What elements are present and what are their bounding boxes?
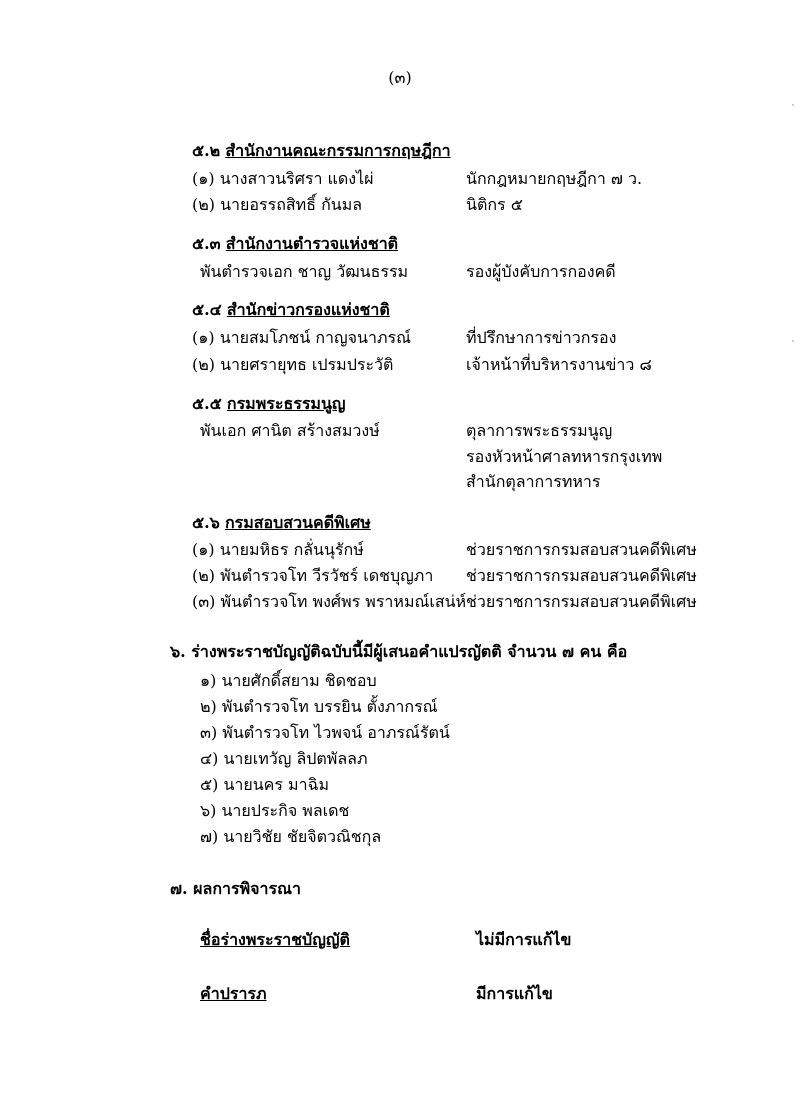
section-5-2-heading — [192, 140, 451, 162]
list-item: ๕) นายนคร มาฉิม — [200, 775, 330, 794]
person-name: (๑) นายมหิธร กลั่นนุรักษ์ — [192, 540, 364, 559]
section-7-heading: ๗. ผลการพิจารณา — [170, 879, 301, 898]
person-position: ที่ปรึกษาการข่าวกรอง — [466, 328, 617, 347]
result-value: มีการแก้ไข — [476, 984, 553, 1003]
person-position: ช่วยราชการกรมสอบสวนคดีพิเศษ — [466, 566, 697, 585]
section-number: ๕.๒ — [192, 141, 221, 160]
person-position: นิติกร ๕ — [466, 195, 523, 214]
person-name: พันตำรวจเอก ชาญ วัฒนธรรม — [200, 262, 409, 281]
list-item: ๒) พันตำรวจโท บรรยิน ตั้งภากรณ์ — [200, 697, 438, 716]
person-name: (๒) พันตำรวจโท วีรวัชร์ เดชบุญภา — [192, 566, 434, 585]
result-label: ชื่อร่างพระราชบัญญัติ — [200, 930, 350, 949]
section-title: สำนักงานตำรวจแห่งชาติ — [225, 234, 399, 253]
list-item: ๔) นายเทวัญ ลิปตพัลลภ — [200, 749, 368, 768]
person-name: (๒) นายศรายุทธ เปรมประวัติ — [192, 355, 394, 374]
person-position: รองผู้บังคับการกองคดี — [466, 262, 616, 281]
scan-speck — [792, 104, 794, 106]
person-position: ช่วยราชการกรมสอบสวนคดีพิเศษ — [466, 540, 697, 559]
section-title: กรมสอบสวนคดีพิเศษ — [224, 513, 371, 532]
list-item: ๑) นายศักดิ์สยาม ชิดชอบ — [200, 671, 377, 690]
section-title: สำนักงานคณะกรรมการกฤษฎีกา — [225, 141, 451, 160]
section-title: กรมพระธรรมนูญ — [226, 394, 346, 413]
list-item: ๖) นายประกิจ พลเดช — [200, 801, 350, 820]
person-position: ช่วยราชการกรมสอบสวนคดีพิเศษ — [466, 592, 697, 611]
section-number: ๕.๕ — [192, 394, 222, 413]
result-label: คำปรารภ — [200, 984, 267, 1003]
person-position: ตุลาการพระธรรมนูญ — [466, 421, 613, 440]
result-value: ไม่มีการแก้ไข — [476, 930, 572, 949]
section-5-6-heading — [192, 512, 371, 534]
person-name: (๒) นายอรรถสิทธิ์ กันมล — [192, 195, 363, 214]
section-5-4-heading — [192, 299, 390, 321]
page-number: (๓) — [388, 68, 412, 87]
section-5-3-heading — [192, 233, 398, 255]
person-name: (๓) พันตำรวจโท พงศ์พร พราหมณ์เสน่ห์ — [192, 592, 467, 611]
person-position: นักกฎหมายกฤษฎีกา ๗ ว. — [466, 169, 643, 188]
person-name: (๑) นางสาวนริศรา แดงไผ่ — [192, 169, 374, 188]
section-5-5-heading — [192, 393, 346, 415]
person-position: เจ้าหน้าที่บริหารงานข่าว ๘ — [466, 355, 652, 374]
section-number: ๕.๖ — [192, 513, 220, 532]
person-position: รองหัวหน้าศาลทหารกรุงเทพ — [466, 447, 663, 466]
person-name: พันเอก ศานิต สร้างสมวงษ์ — [200, 421, 380, 440]
person-name: (๑) นายสมโภชน์ กาญจนาภรณ์ — [192, 328, 411, 347]
scan-speck — [792, 340, 794, 342]
section-title: สำนักข่าวกรองแห่งชาติ — [226, 300, 390, 319]
list-item: ๓) พันตำรวจโท ไวพจน์ อาภรณ์รัตน์ — [200, 723, 450, 742]
list-item: ๗) นายวิชัย ชัยจิตวณิชกุล — [200, 827, 382, 846]
person-position: สำนักตุลาการทหาร — [466, 472, 601, 491]
section-number: ๕.๔ — [192, 300, 222, 319]
section-number: ๕.๓ — [192, 234, 221, 253]
section-6-heading: ๖. ร่างพระราชบัญญัติฉบับนี้มีผู้เสนอคำแปรญัตติ จำนวน ๗ คน คือ — [170, 642, 628, 661]
